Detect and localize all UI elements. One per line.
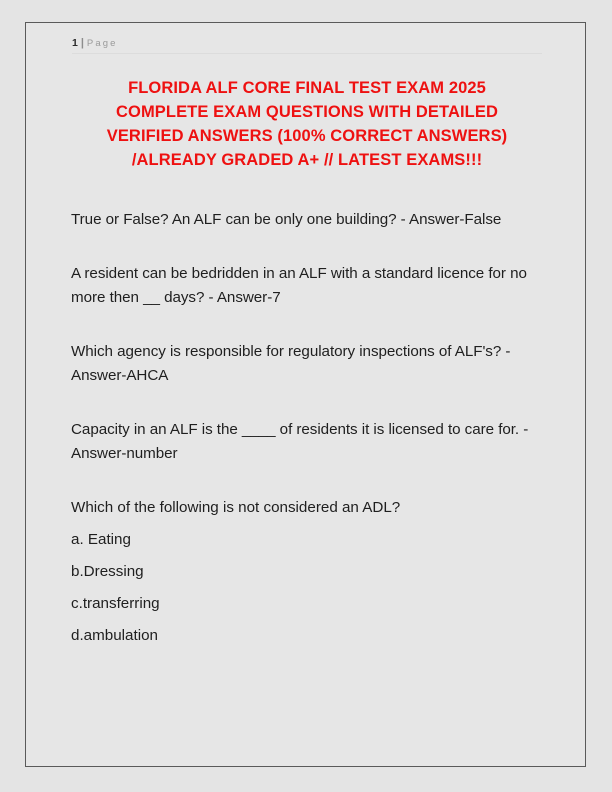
- title-line-3: VERIFIED ANSWERS (100% CORRECT ANSWERS): [106, 127, 508, 145]
- mcq-question: Which of the following is not considered an ADL?: [71, 498, 401, 516]
- header-divider-rule: [72, 53, 542, 54]
- qa-text: A resident can be bedridden in an ALF with a standard licence for no more then __ days? - Answer-7: [71, 264, 527, 306]
- mcq-block: [71, 496, 561, 649]
- qa-text: Capacity in an ALF is the ____ of residents it is licensed to care for. - Answer-number: [71, 420, 529, 462]
- document-page-sheet: [25, 22, 586, 767]
- qa-text: True or False? An ALF can be only one building? - Answer-False: [71, 211, 502, 228]
- page-header-line: [72, 36, 542, 51]
- qa-block: [71, 262, 561, 311]
- mcq-option-d: d.ambulation: [71, 626, 158, 644]
- document-body: [71, 208, 561, 648]
- document-title: [62, 76, 552, 172]
- qa-block: [71, 418, 561, 467]
- mcq-option-c: c.transferring: [71, 594, 160, 612]
- qa-block: [71, 208, 561, 233]
- title-line-1: FLORIDA ALF CORE FINAL TEST EXAM 2025: [128, 79, 486, 97]
- header-separator: |: [80, 37, 84, 49]
- qa-text: Which agency is responsible for regulatory inspections of ALF's? - Answer-AHCA: [71, 342, 511, 384]
- title-line-2: COMPLETE EXAM QUESTIONS WITH DETAILED: [116, 103, 498, 121]
- qa-block: [71, 340, 561, 389]
- header-page-number: 1: [72, 37, 78, 49]
- title-line-4: /ALREADY GRADED A+ // LATEST EXAMS!!!: [131, 151, 483, 169]
- page-header: [72, 36, 542, 58]
- mcq-option-a: a. Eating: [71, 530, 131, 548]
- mcq-option-b: b.Dressing: [71, 562, 144, 580]
- header-page-word: Page: [86, 38, 118, 49]
